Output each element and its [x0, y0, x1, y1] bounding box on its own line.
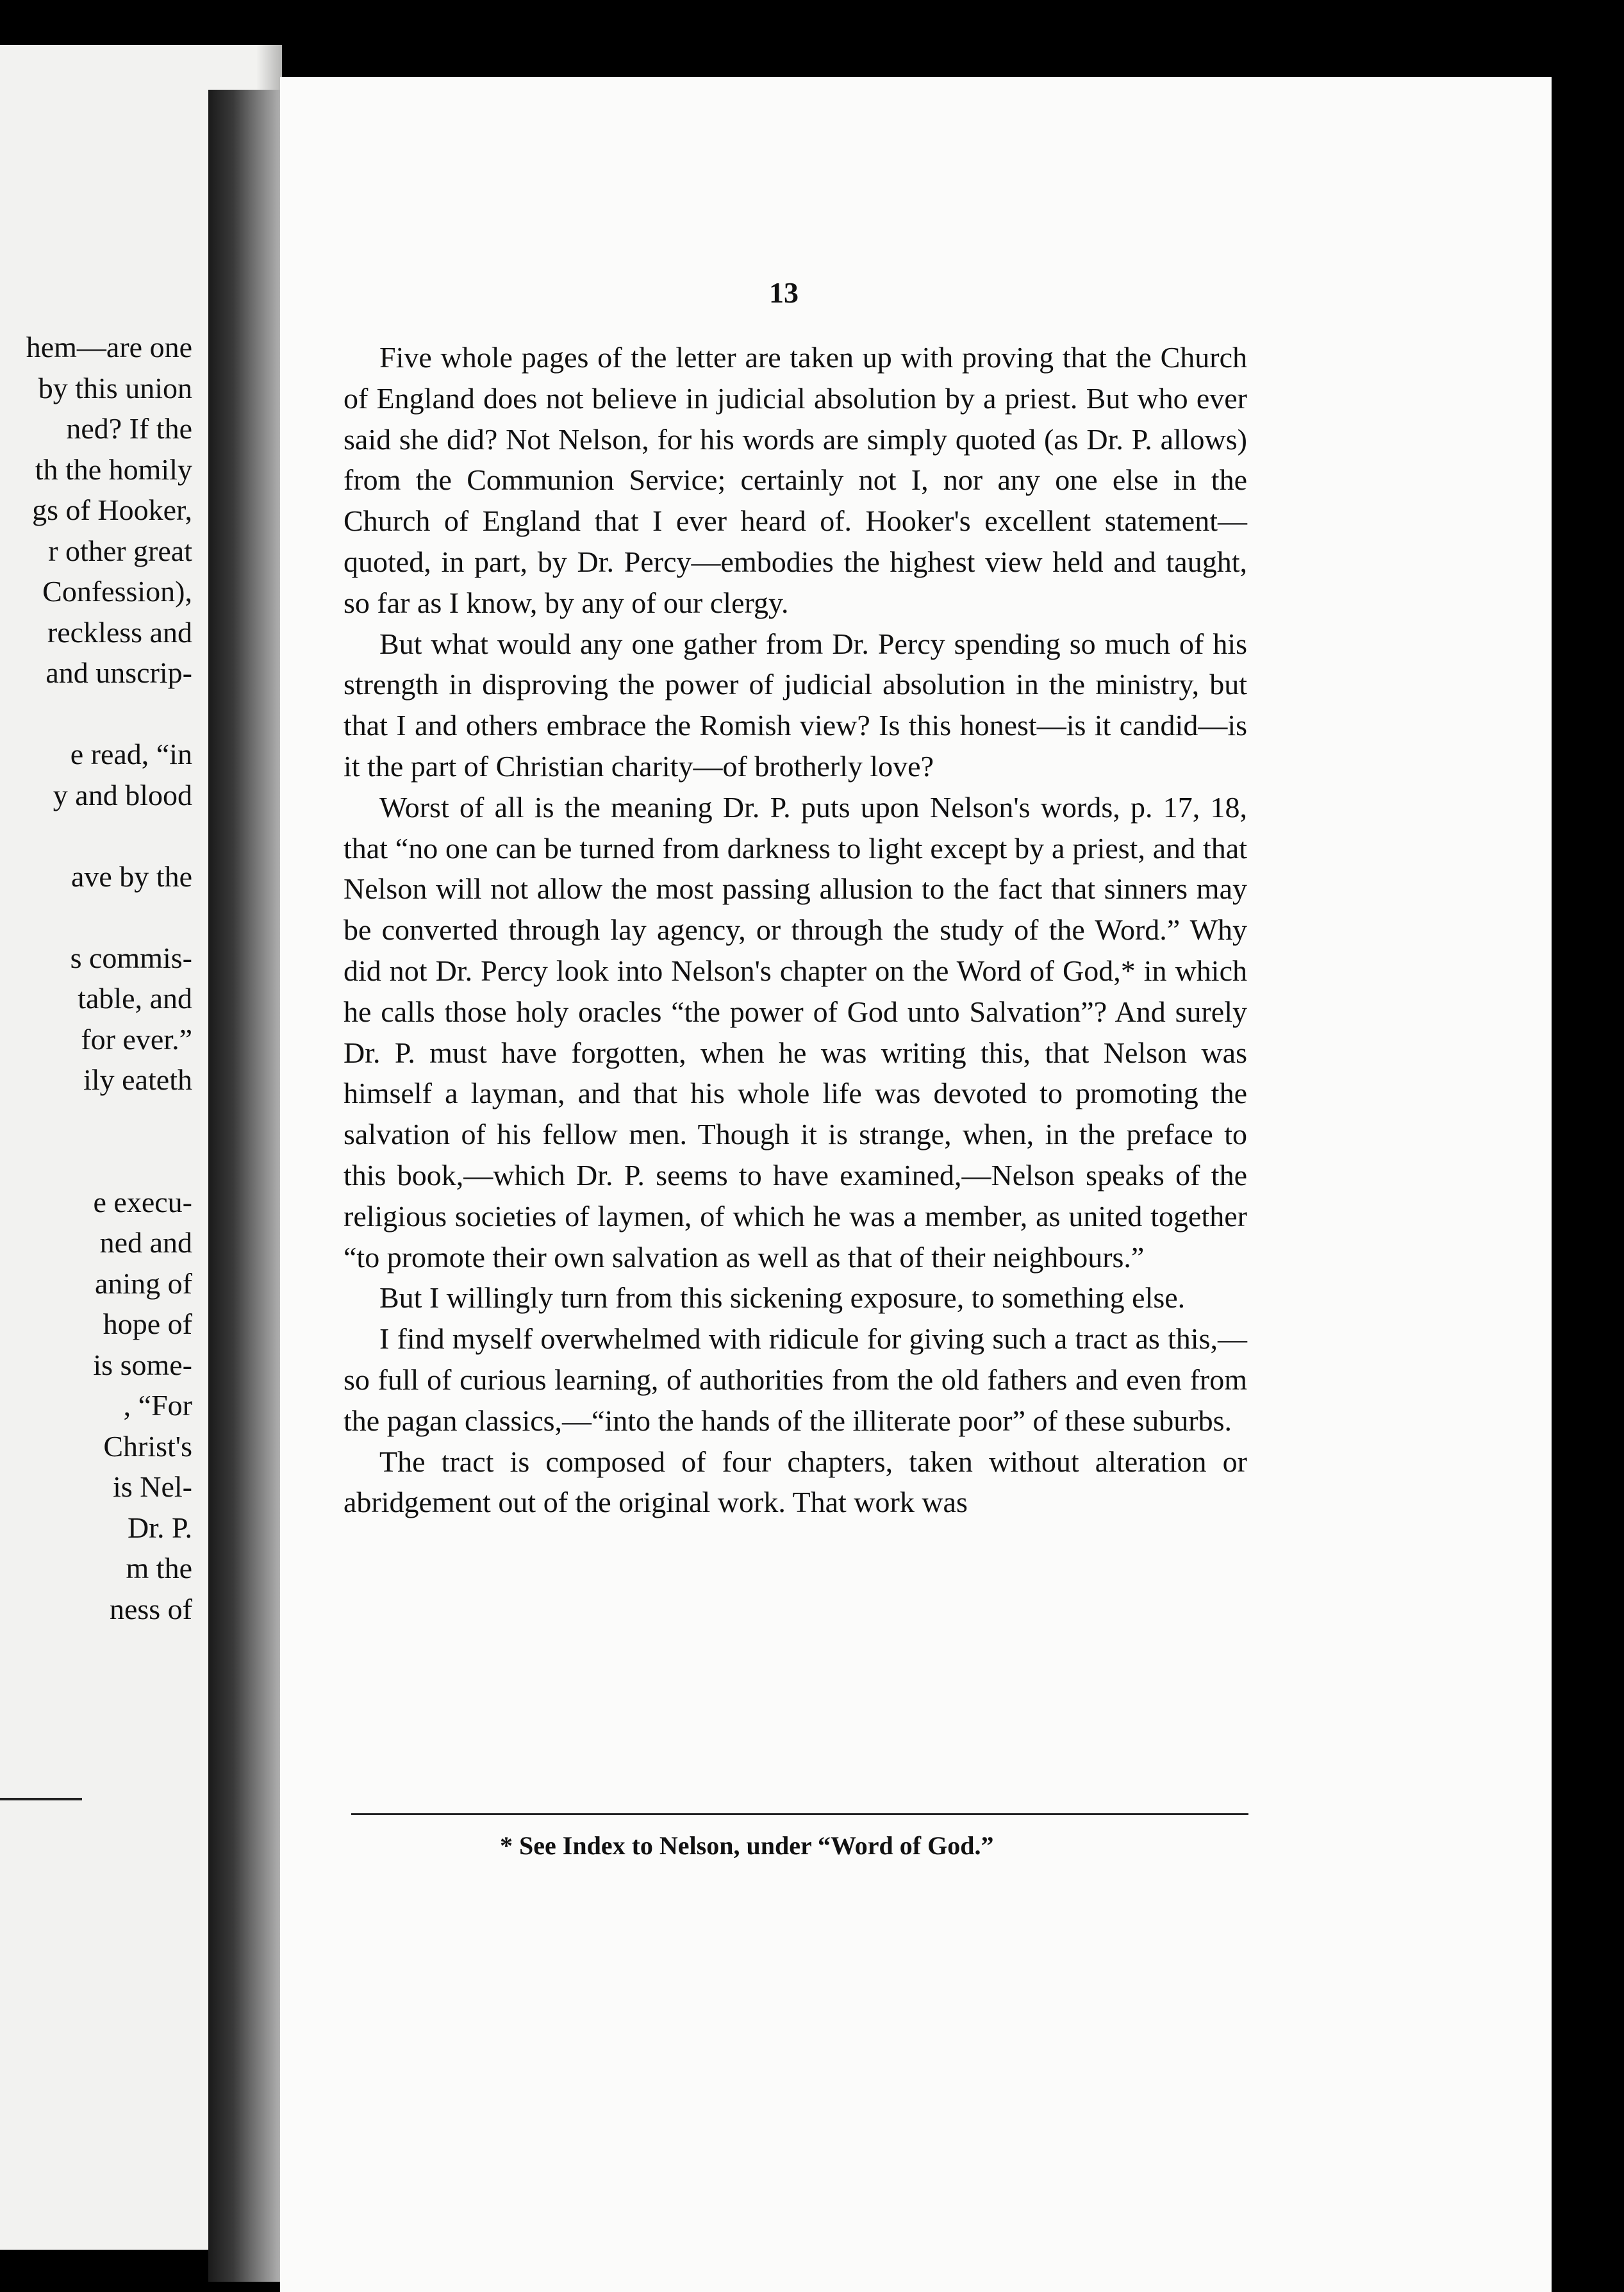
- left-line: ned? If the: [66, 412, 192, 445]
- left-line: [0, 1141, 192, 1182]
- left-line: is Nel-: [113, 1470, 192, 1503]
- paragraph: But I willingly turn from this sickening exposure, to something else.: [379, 1281, 1186, 1315]
- left-line: e read, “in: [70, 738, 192, 770]
- book-binding: [208, 90, 280, 2282]
- paragraph: The tract is composed of four chapters, taken without alteration or abridgement out of the original work. That work was: [344, 1445, 1247, 1519]
- left-line: ned and: [99, 1226, 192, 1259]
- left-line: Confession),: [42, 575, 192, 608]
- page-number: 13: [769, 276, 799, 309]
- left-line: th the homily: [35, 453, 192, 486]
- left-line: and unscrip-: [46, 656, 192, 689]
- left-line: Christ's: [103, 1429, 192, 1463]
- left-line: table, and: [78, 982, 192, 1015]
- left-line: ness of: [109, 1592, 192, 1625]
- left-line: for ever.”: [81, 1022, 192, 1056]
- left-line: [0, 693, 192, 735]
- paragraph: But what would any one gather from Dr. Percy spending so much of his strength in disproving the power of judicial absolution in the ministry, but that I and others embrace the Romish view? Is this honest—is it candid—is it the part of Christian charity—of brotherly love?: [344, 627, 1247, 783]
- left-line: ily eateth: [83, 1063, 192, 1096]
- left-line: reckless and: [47, 615, 192, 649]
- left-line: , “For: [123, 1389, 192, 1422]
- left-line: Dr. P.: [128, 1511, 192, 1544]
- paragraph: Five whole pages of the letter are taken up with proving that the Church of England does not believe in judicial absolution by a priest. But who ever said she did? Not Nelson, for his words are simply quoted (as Dr. P. allows) from the Communion Service; certainly not I, nor any one else in the Church of England that I ever heard of. Hooker's excellent statement—quoted, in part, by Dr. Percy—embodies the highest view held and taught, so far as I know, by any of our clergy.: [344, 341, 1247, 619]
- footnote: * See Index to Nelson, under “Word of God.”: [500, 1831, 994, 1860]
- left-line: aning of: [94, 1266, 192, 1300]
- paragraph: Worst of all is the meaning Dr. P. puts upon Nelson's words, p. 17, 18, that “no one can be turned from darkness to light except by a priest, and that Nelson will not allow the most passing allusion to the fact that sinners may be converted through lay agency, or through the study of the Word.” Why did not Dr. Percy look into Nelson's chapter on the Word of God,* in which he calls those holy oracles “the power of God unto Salvation”? And surely Dr. P. must have forgotten, when he was writing this, that Nelson was himself a layman, and that his whole life was devoted to promoting the salvation of his fellow men. Though it is strange, when, in the preface to this book,—which Dr. P. seems to have examined,—Nelson speaks of the religious societies of laymen, of which he was a member, as united together “to promote their own salvation as well as that of their neighbours.”: [344, 790, 1247, 1274]
- left-line: m the: [126, 1552, 192, 1584]
- paragraph: I find myself overwhelmed with ridicule for giving such a tract as this,—so full of curious learning, of authorities from the old fathers and even from the pagan classics,—“into the hands of the illiterate poor” of these suburbs.: [344, 1322, 1247, 1437]
- left-line: r other great: [48, 534, 192, 567]
- body-text: [344, 337, 1247, 1523]
- left-line: y and blood: [53, 778, 192, 811]
- left-line: by this union: [38, 371, 192, 404]
- left-line: e execu-: [93, 1185, 192, 1218]
- left-footnote-rule: [0, 1798, 82, 1800]
- left-line: [0, 897, 192, 938]
- left-line: ave by the: [70, 860, 192, 893]
- left-line: [0, 815, 192, 856]
- left-line: is some-: [93, 1348, 192, 1381]
- left-line: gs of Hooker,: [32, 494, 192, 526]
- left-line: hem—are one: [26, 331, 192, 363]
- left-line: [0, 1100, 192, 1142]
- footnote-rule: [351, 1813, 1248, 1815]
- left-line: s commis-: [70, 941, 192, 974]
- left-page-text: [0, 327, 192, 1629]
- left-line: hope of: [103, 1308, 192, 1340]
